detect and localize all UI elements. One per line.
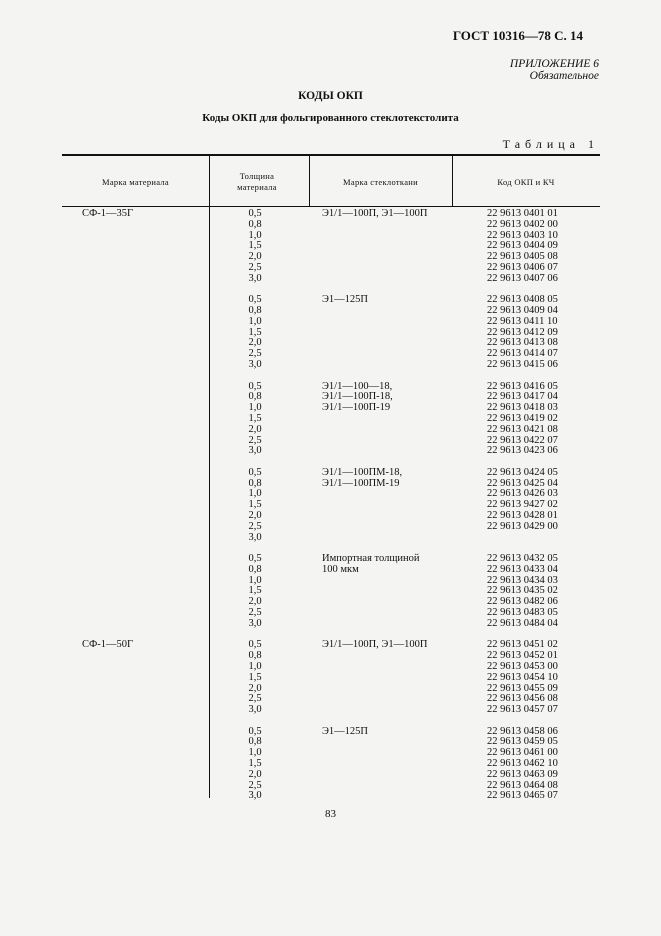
thickness-value: 0,5 (248, 380, 262, 392)
appendix-block (510, 58, 599, 82)
okp-code-column (487, 382, 600, 458)
fabric-grade: 100 мкм (322, 563, 359, 575)
table-row-group (62, 640, 600, 716)
okp-code: 22 9613 0432 05 (487, 553, 558, 565)
okp-code: 22 9613 0423 06 (487, 445, 558, 457)
fabric-grade: Импортная толщиной (322, 553, 420, 565)
thickness-column (210, 295, 300, 371)
okp-code: 22 9613 0463 09 (487, 768, 558, 780)
okp-code: 22 9613 0435 02 (487, 585, 558, 597)
thickness-value: 1,5 (248, 240, 262, 252)
okp-code: 22 9613 0403 10 (487, 229, 558, 241)
thickness-value: 0,5 (248, 466, 262, 478)
column-header-fabric: Марка стеклоткани (343, 177, 418, 187)
thickness-value: 2,0 (248, 768, 262, 780)
thickness-value: 2,5 (248, 348, 262, 360)
okp-code: 22 9613 0409 04 (487, 305, 558, 317)
okp-code-column (487, 209, 600, 285)
okp-code-column (487, 640, 600, 716)
thickness-value: 1,5 (248, 671, 262, 683)
appendix-label: ПРИЛОЖЕНИЕ 6 (509, 58, 599, 70)
okp-code: 22 9613 0407 06 (487, 272, 558, 284)
fabric-grade-column (322, 554, 420, 576)
thickness-value: 0,5 (248, 725, 262, 737)
thickness-value: 1,5 (248, 499, 262, 511)
okp-code: 22 9613 0412 09 (487, 326, 558, 338)
okp-code-column (487, 468, 600, 544)
thickness-value: 2,5 (248, 607, 262, 619)
thickness-value: 3,0 (248, 704, 262, 716)
okp-code: 22 9613 0456 08 (487, 693, 558, 705)
thickness-value: 1,5 (248, 585, 262, 597)
okp-code: 22 9613 0424 05 (487, 466, 558, 478)
okp-code: 22 9613 0457 07 (487, 704, 558, 716)
table-top-rule (62, 154, 600, 156)
table-body (62, 209, 600, 802)
material-grade: СФ-1—50Г (82, 639, 134, 651)
fabric-grade-column (322, 209, 427, 220)
fabric-grade-column (322, 640, 427, 651)
thickness-column (210, 727, 300, 803)
fabric-grade-column (322, 468, 402, 490)
okp-code: 22 9613 0426 03 (487, 488, 558, 500)
okp-code: 22 9613 0418 03 (487, 402, 558, 414)
thickness-value: 1,0 (248, 747, 262, 759)
okp-code: 22 9613 0429 00 (487, 520, 558, 532)
empty-row (487, 533, 600, 544)
thickness-value: 1,0 (248, 315, 262, 327)
okp-code: 22 9613 0402 00 (487, 218, 558, 230)
page-subtitle: Коды ОКП для фольгированного стеклотекстолита (202, 112, 459, 124)
thickness-value: 0,5 (248, 294, 262, 306)
thickness-value: 1,5 (248, 412, 262, 424)
okp-code: 22 9613 0404 09 (487, 240, 558, 252)
thickness-value: 0,5 (248, 208, 262, 219)
okp-code: 22 9613 0483 05 (487, 607, 558, 619)
okp-code: 22 9613 0454 10 (487, 671, 558, 683)
thickness-column (210, 468, 300, 544)
thickness-value: 2,0 (248, 251, 262, 263)
okp-code: 22 9613 0453 00 (487, 660, 558, 672)
thickness-value: 1,0 (248, 229, 262, 241)
okp-code: 22 9613 0422 07 (487, 434, 558, 446)
okp-code: 22 9613 0465 07 (487, 790, 558, 802)
table-label: Таблица 1 (502, 137, 599, 151)
fabric-grade: Э1/1—100П-19 (322, 402, 391, 414)
thickness-value: 2,0 (248, 682, 262, 694)
thickness-value: 3,0 (248, 790, 262, 802)
thickness-value: 0,8 (248, 563, 262, 575)
table-column-divider (209, 155, 210, 207)
thickness-value: 0,5 (248, 639, 262, 651)
column-header-thickness: Толщина материала (237, 171, 277, 192)
thickness-value: 2,5 (248, 434, 262, 446)
fabric-grade-column (322, 295, 368, 306)
fabric-grade: Э1—125П (322, 294, 369, 306)
thickness-value: 3,0 (248, 359, 262, 371)
thickness-value: 2,0 (248, 509, 262, 521)
thickness-column (210, 209, 300, 285)
thickness-value: 3,0 (248, 445, 262, 457)
okp-code: 22 9613 0451 02 (487, 639, 558, 651)
fabric-grade: Э1/1—100ПМ-19 (322, 477, 400, 489)
page-number: 83 (325, 808, 336, 820)
table-row-group (62, 468, 600, 544)
column-header-material: Марка материала (101, 177, 169, 187)
thickness-value: 1,0 (248, 660, 262, 672)
okp-code: 22 9613 0417 04 (487, 391, 558, 403)
thickness-value: 2,0 (248, 596, 262, 608)
okp-code-column (487, 727, 600, 803)
okp-code: 22 9613 0434 03 (487, 574, 558, 586)
document-reference: ГОСТ 10316—78 С. 14 (452, 28, 583, 43)
okp-code: 22 9613 0406 07 (487, 261, 558, 273)
fabric-grade: Э1/1—100П-18, (322, 391, 393, 403)
okp-code: 22 9613 0413 08 (487, 337, 558, 349)
appendix-status: Обязательное (529, 70, 599, 82)
okp-code-column (487, 295, 600, 371)
okp-code-column (487, 554, 600, 630)
thickness-value: 2,0 (248, 337, 262, 349)
material-grade: СФ-1—35Г (82, 208, 134, 219)
thickness-value: 2,5 (248, 261, 262, 273)
thickness-value: 2,5 (248, 693, 262, 705)
okp-code: 22 9613 0455 09 (487, 682, 558, 694)
okp-code: 22 9613 0408 05 (487, 294, 558, 306)
thickness-value: 1,0 (248, 402, 262, 414)
okp-code: 22 9613 0461 00 (487, 747, 558, 759)
okp-code: 22 9613 0433 04 (487, 563, 558, 575)
table-row-group (62, 382, 600, 458)
fabric-grade: Э1/1—100ПМ-18, (322, 466, 403, 478)
okp-code: 22 9613 0416 05 (487, 380, 558, 392)
thickness-value: 2,5 (248, 779, 262, 791)
thickness-column (210, 554, 300, 630)
fabric-grade: Э1/1—100—18, (322, 380, 393, 392)
table-row-group (62, 554, 600, 630)
okp-code: 22 9613 0484 04 (487, 617, 558, 629)
thickness-column (210, 640, 300, 716)
fabric-grade-column (322, 382, 393, 414)
okp-code: 22 9613 0425 04 (487, 477, 558, 489)
thickness-column (210, 382, 300, 458)
thickness-value: 3,0 (248, 272, 262, 284)
fabric-grade: Э1/1—100П, Э1—100П (322, 639, 428, 651)
okp-code: 22 9613 0415 06 (487, 359, 558, 371)
table-row-group (62, 295, 600, 371)
thickness-value: 0,5 (248, 553, 262, 565)
thickness-value: 2,0 (248, 423, 262, 435)
thickness-value: 3,0 (248, 531, 262, 543)
okp-code: 22 9613 0405 08 (487, 251, 558, 263)
thickness-value: 0,8 (248, 736, 262, 748)
thickness-value: 2,5 (248, 520, 262, 532)
okp-code: 22 9613 0401 01 (487, 208, 558, 219)
thickness-value: 0,8 (248, 305, 262, 317)
okp-code: 22 9613 0462 10 (487, 757, 558, 769)
okp-code: 22 9613 0459 05 (487, 736, 558, 748)
okp-code: 22 9613 0482 06 (487, 596, 558, 608)
thickness-value: 1,5 (248, 326, 262, 338)
fabric-grade: Э1/1—100П, Э1—100П (322, 208, 428, 219)
okp-code: 22 9613 0414 07 (487, 348, 558, 360)
okp-code: 22 9613 9427 02 (487, 499, 558, 511)
okp-code: 22 9613 0419 02 (487, 412, 558, 424)
thickness-value: 1,0 (248, 488, 262, 500)
okp-code: 22 9613 0411 10 (487, 315, 558, 327)
thickness-value: 1,0 (248, 574, 262, 586)
okp-code: 22 9613 0464 08 (487, 779, 558, 791)
thickness-value: 0,8 (248, 391, 262, 403)
column-header-code: Код ОКП и КЧ (497, 177, 555, 187)
thickness-value: 3,0 (248, 617, 262, 629)
table-row-group (62, 727, 600, 803)
thickness-value: 1,5 (248, 757, 262, 769)
fabric-grade-column (322, 727, 368, 738)
okp-code: 22 9613 0421 08 (487, 423, 558, 435)
fabric-grade: Э1—125П (322, 725, 369, 737)
thickness-value: 0,8 (248, 218, 262, 230)
okp-code: 22 9613 0452 01 (487, 650, 558, 662)
okp-code: 22 9613 0458 06 (487, 725, 558, 737)
page-title: КОДЫ ОКП (298, 90, 363, 102)
thickness-value: 0,8 (248, 650, 262, 662)
table-row-group (62, 209, 600, 285)
thickness-value: 0,8 (248, 477, 262, 489)
table-header-rule (62, 206, 600, 207)
okp-code: 22 9613 0428 01 (487, 509, 558, 521)
